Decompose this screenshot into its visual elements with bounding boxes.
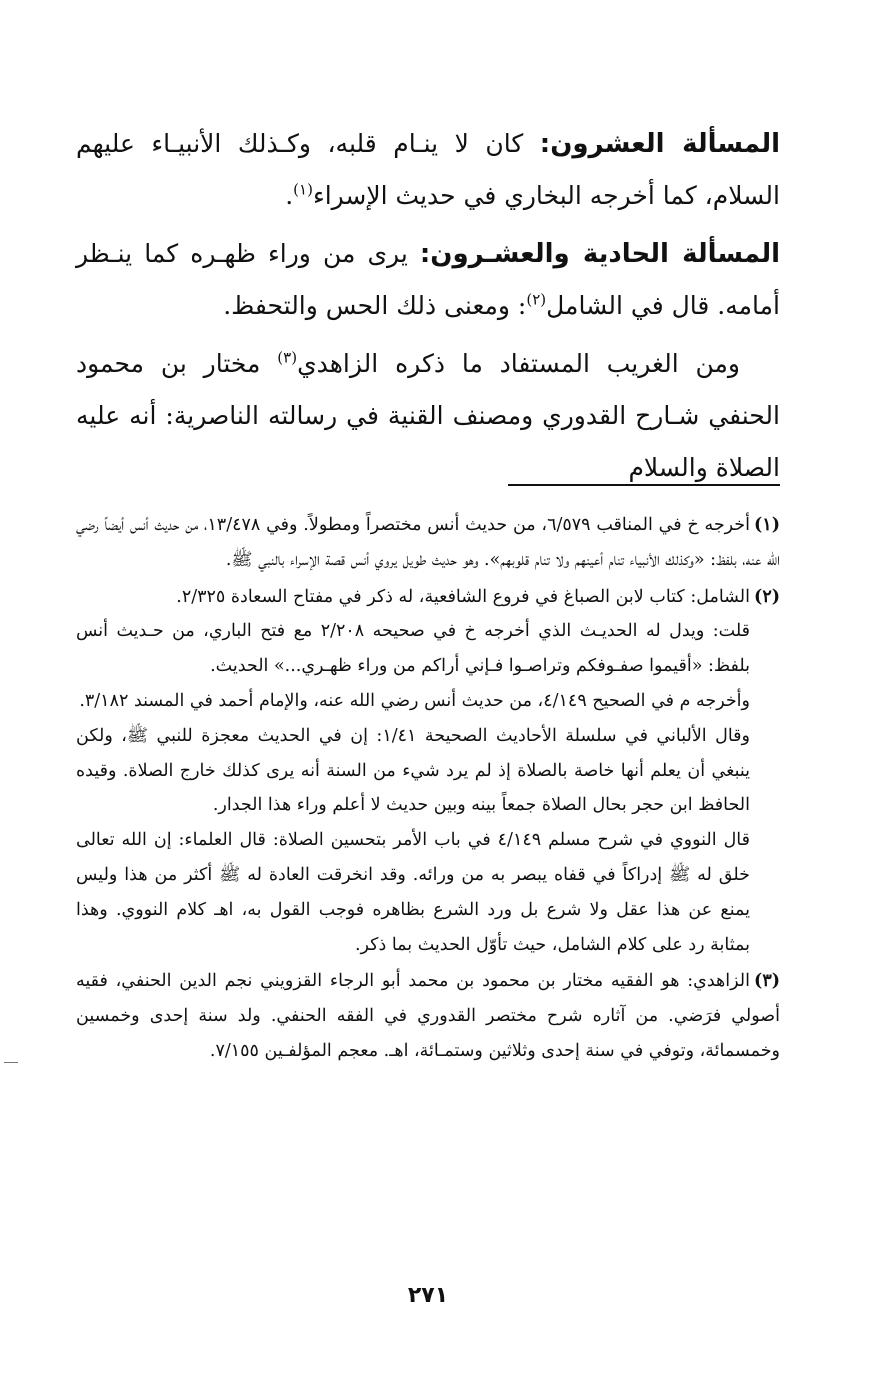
scan-mark <box>4 1062 18 1063</box>
footnote-ref[interactable]: (٣) <box>277 348 298 367</box>
book-page <box>76 118 780 1358</box>
issue-heading: المسألة الحادية والعشـرون: <box>419 239 780 269</box>
footnote-3 <box>76 964 780 1068</box>
paragraph-text: ومن الغريب المستفاد ما ذكره الزاهدي <box>297 349 740 378</box>
paragraph-zahidi <box>76 338 780 494</box>
page-number: ٢٧١ <box>407 1283 449 1308</box>
paragraph-end: : ومعنى ذلك الحس والتحفظ. <box>223 291 527 320</box>
footnote-text: أخرجه خ في المناقب ٦/٥٧٩، من حديث أنس مختصراً ومطولاً. وفي ١٣/٤٧٨، من حديث أنس أيضاً رضي الله عنه، بلفظ: «وكذلك الأنبياء تنام أعينهم ولا تنام قلوبهم». وهو حديث طويل يروي أنس قصة الإسراء بالنبي ﷺ. <box>76 515 780 570</box>
footnote-paragraph: وقال الألباني في سلسلة الأحاديث الصحيحة ١/٤١: إن في الحديث معجزة للنبي ﷺ، ولكن ينبغي أن يعلم أنها خاصة بالصلاة إذ لم يرد شيء من السنة أنه يرى كذلك خارج الصلاة. وقيده الحافظ ابن حجر بحال الصلاة جمعاً بينه وبين حديث لا أعلم وراء هذا الجدار. <box>76 725 750 816</box>
issue-heading: المسألة العشرون: <box>539 129 780 159</box>
footnote-paragraph: قال النووي في شرح مسلم ٤/١٤٩ في باب الأمر بتحسين الصلاة: قال العلماء: إن الله تعالى خلق له ﷺ إدراكاً في قفاه يبصر به من ورائه. وقد انخرقت العادة له ﷺ أكثر من هذا وليس يمنع عن هذا عقل ولا شرع بل ورد الشرع بظاهره فوجب القول به، اهـ كلام النووي. وهذا بمثابة رد على كلام الشامل، حيث تأوّل الحديث بما ذكر. <box>76 830 750 955</box>
footnote-divider <box>508 484 780 486</box>
footnote-number: (٣) <box>754 971 780 992</box>
paragraph-text: كان لا ينـام قلبه، وكـذلك الأنبيـاء عليهم السلام، كما أخرجه البخاري في حديث الإسراء <box>76 129 780 210</box>
main-text <box>76 118 780 494</box>
footnotes <box>76 508 780 1071</box>
paragraph-issue-21 <box>76 228 780 332</box>
footnote-2 <box>76 580 780 963</box>
paragraph-issue-20 <box>76 118 780 222</box>
footnote-text: الزاهدي: هو الفقيه مختار بن محمود بن محمد أبو الرجاء القزويني نجم الدين الحنفي، فقيه أصولي فرَضي. من آثاره شرح مختصر القدوري في الفقه الحنفي. ولد سنة إحدى وخمسين وخمسمائة، وتوفي في سنة إحدى وثلاثين وستمـائة، اهـ. معجم المؤلفـين ٧/١٥٥. <box>76 971 780 1061</box>
paragraph-end: . <box>285 181 294 210</box>
footnote-number: (١) <box>754 515 780 535</box>
footnote-paragraph: وأخرجه م في الصحيح ٤/١٤٩، من حديث أنس رضي الله عنه، والإمام أحمد في المسند ٣/١٨٢. <box>79 690 750 711</box>
paragraph-text: يرى من وراء ظهـره كما ينـظر أمامه. قال في الشامل <box>76 239 780 320</box>
footnote-ref[interactable]: (٢) <box>526 290 547 309</box>
footnote-paragraph: قلت: ويدل له الحديـث الذي أخرجه خ في صحيحه ٢/٢٠٨ مع فتح الباري، من حـديث أنس بلفظ: «أقيموا صفـوفكم وتراصـوا فـإني أراكم من وراء ظهـري...» الحديث. <box>76 621 750 677</box>
footnote-1 <box>76 508 780 578</box>
footnote-ref[interactable]: (١) <box>293 180 313 199</box>
footnote-number: (٢) <box>754 586 780 607</box>
footnote-text: الشامل: كتاب لابن الصباغ في فروع الشافعية، له ذكر في مفتاح السعادة ٢/٣٢٥. <box>176 586 750 607</box>
paragraph-end: مختار بن محمود الحنفي شـارح القدوري ومصنف القنية في رسالته الناصرية: أنه عليه الصلاة والسلام <box>76 349 780 482</box>
